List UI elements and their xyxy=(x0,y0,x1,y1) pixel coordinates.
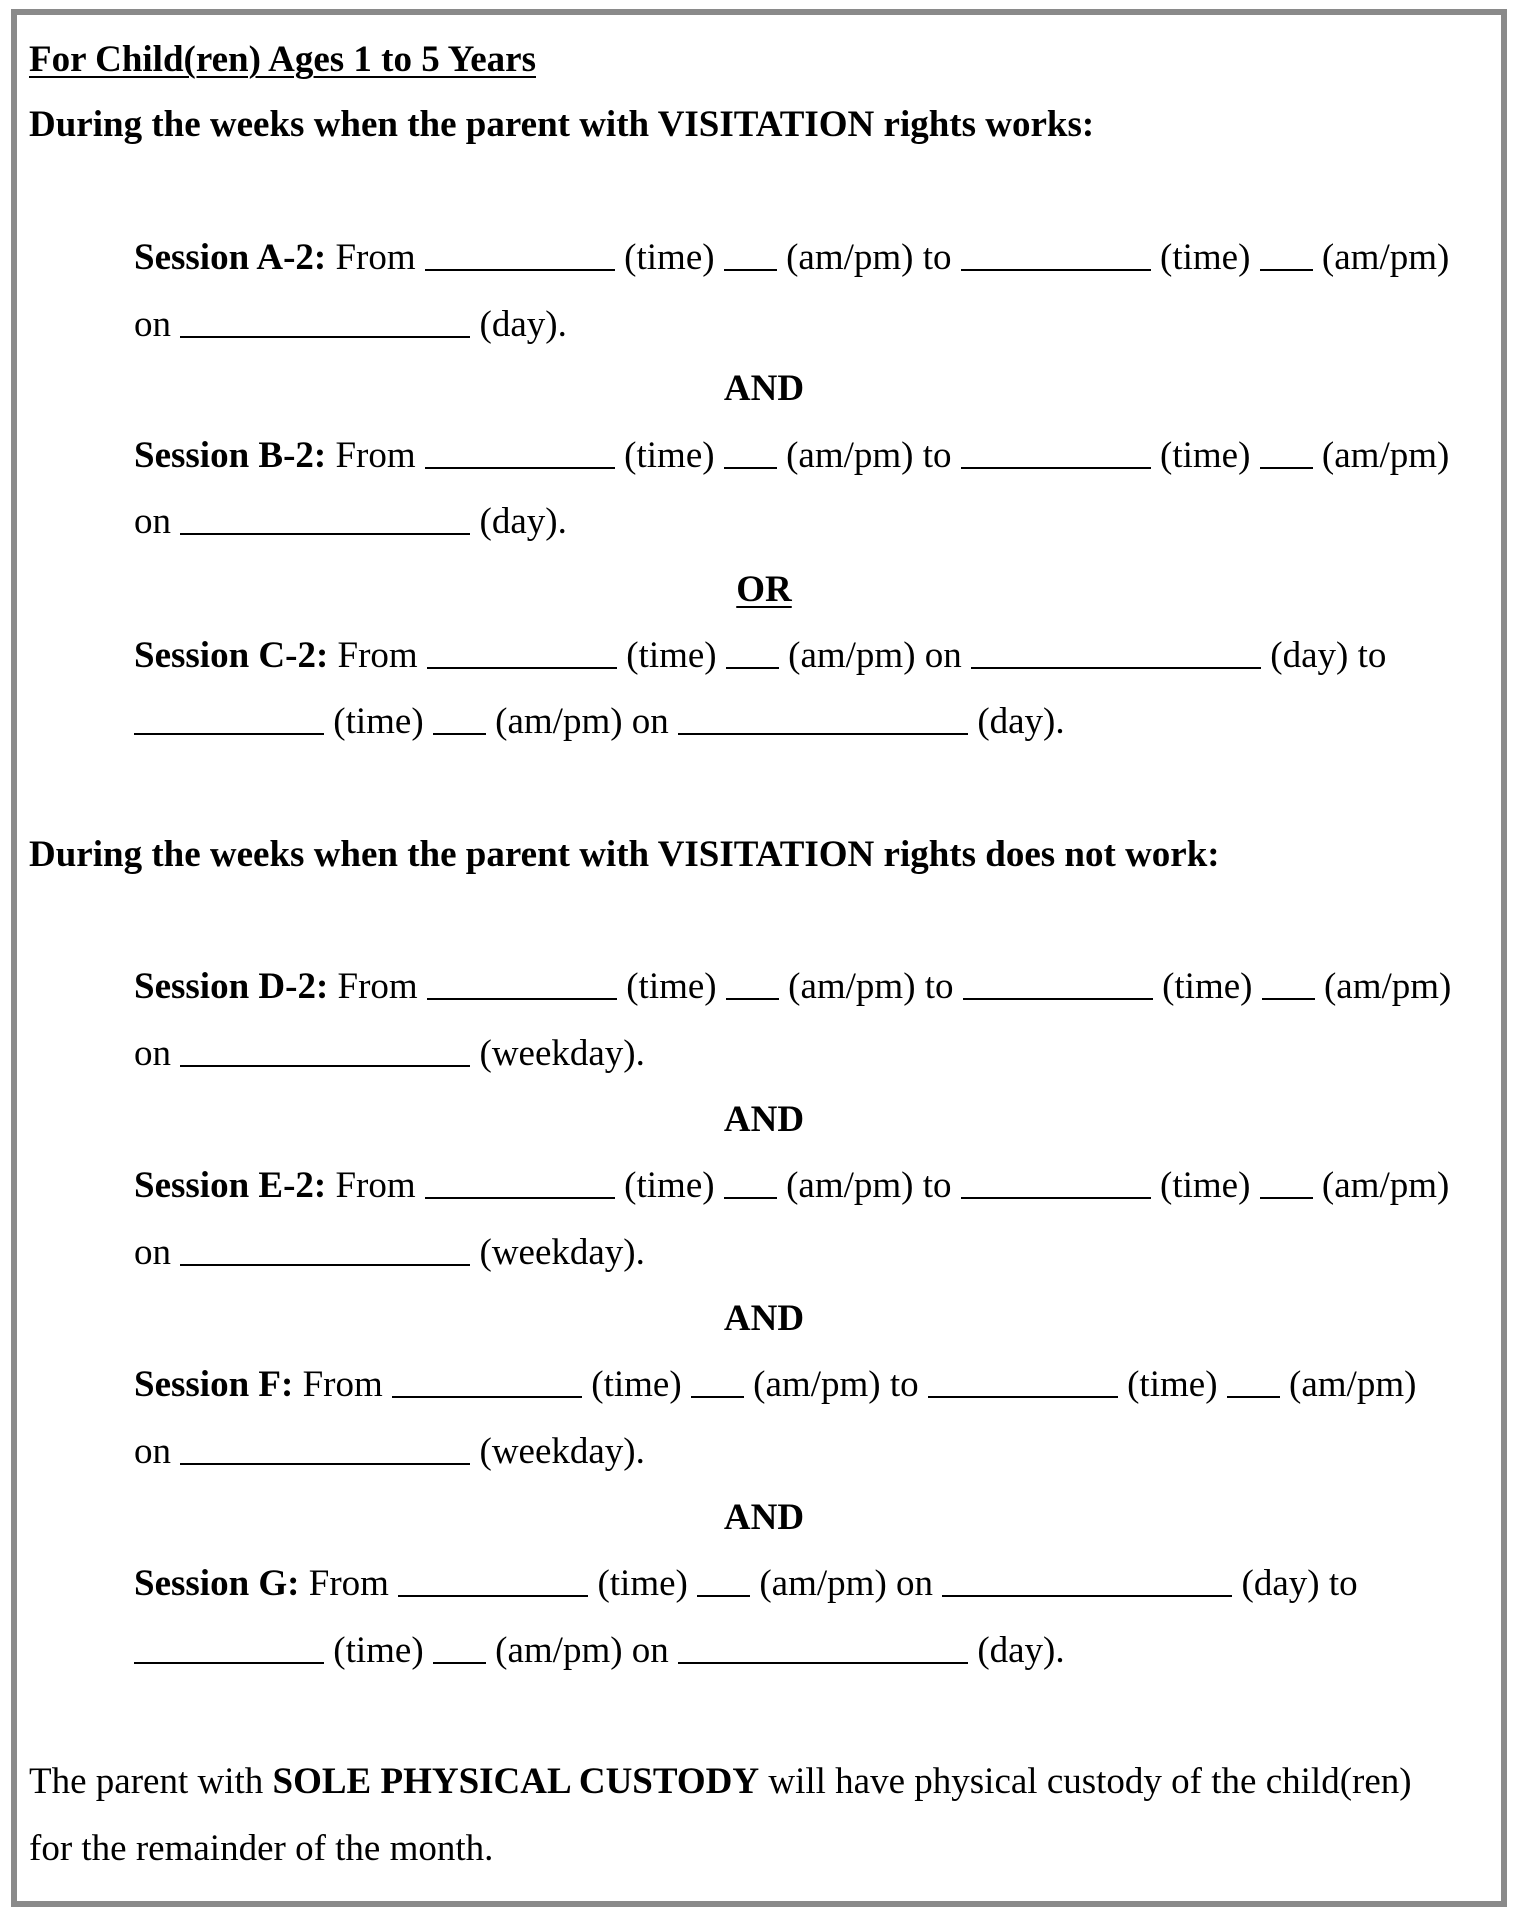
notwork-heading: During the weeks when the parent with VISITATION rights does not work: xyxy=(29,834,1220,875)
session-b2-end-time-field[interactable] xyxy=(961,466,1151,467)
session-c2-line1: Session C-2: From (time) (am/pm) on (day) to xyxy=(134,635,1387,676)
session-f-label: Session F: xyxy=(134,1364,294,1405)
section-heading: For Child(ren) Ages 1 to 5 Years xyxy=(29,39,536,80)
session-e2-weekday-field[interactable] xyxy=(180,1263,470,1264)
session-g-line1: Session G: From (time) (am/pm) on (day) to xyxy=(134,1563,1358,1604)
session-c2-end-time-field[interactable] xyxy=(134,732,324,733)
session-g-start-ampm-field[interactable] xyxy=(697,1594,750,1595)
session-d2-start-time-field[interactable] xyxy=(427,997,617,998)
session-f-end-ampm-field[interactable] xyxy=(1227,1395,1280,1396)
session-b2-line2: on (day). xyxy=(134,501,567,542)
works-heading: During the weeks when the parent with VISITATION rights works: xyxy=(29,104,1095,145)
session-g-start-day-field[interactable] xyxy=(942,1594,1232,1595)
conjunction-and: AND xyxy=(723,1497,805,1538)
session-a2-end-time-field[interactable] xyxy=(961,268,1151,269)
session-f-line1: Session F: From (time) (am/pm) to (time) (am/pm) xyxy=(134,1364,1417,1405)
session-c2-label: Session C-2: xyxy=(134,635,329,676)
session-c2-start-time-field[interactable] xyxy=(427,666,617,667)
session-e2-end-time-field[interactable] xyxy=(961,1196,1151,1197)
session-e2-start-ampm-field[interactable] xyxy=(724,1196,777,1197)
session-f-start-time-field[interactable] xyxy=(392,1395,582,1396)
session-a2-day-field[interactable] xyxy=(180,335,470,336)
session-c2-start-ampm-field[interactable] xyxy=(726,666,779,667)
session-a2-line1: Session A-2: From (time) (am/pm) to (time) (am/pm) xyxy=(134,237,1450,278)
session-d2-weekday-field[interactable] xyxy=(180,1064,470,1065)
session-a2-line2: on (day). xyxy=(134,304,567,345)
session-b2-start-ampm-field[interactable] xyxy=(724,466,777,467)
session-g-end-time-field[interactable] xyxy=(134,1661,324,1662)
session-c2-end-ampm-field[interactable] xyxy=(433,732,486,733)
session-d2-end-time-field[interactable] xyxy=(963,997,1153,998)
session-d2-line2: on (weekday). xyxy=(134,1033,645,1074)
session-f-start-ampm-field[interactable] xyxy=(691,1395,744,1396)
conjunction-or: OR xyxy=(736,569,792,610)
session-f-line2: on (weekday). xyxy=(134,1431,645,1472)
document-border xyxy=(11,9,1507,1907)
conjunction-and: AND xyxy=(723,1099,805,1140)
conjunction-and: AND xyxy=(723,1298,805,1339)
session-b2-label: Session B-2: xyxy=(134,435,327,476)
session-e2-label: Session E-2: xyxy=(134,1165,327,1206)
session-b2-day-field[interactable] xyxy=(180,532,470,533)
session-d2-line1: Session D-2: From (time) (am/pm) to (time) (am/pm) xyxy=(134,966,1452,1007)
session-b2-line1: Session B-2: From (time) (am/pm) to (time) (am/pm) xyxy=(134,435,1450,476)
session-g-start-time-field[interactable] xyxy=(398,1594,588,1595)
session-d2-start-ampm-field[interactable] xyxy=(726,997,779,998)
session-d2-end-ampm-field[interactable] xyxy=(1262,997,1315,998)
session-a2-end-ampm-field[interactable] xyxy=(1260,268,1313,269)
session-g-line2: (time) (am/pm) on (day). xyxy=(134,1629,1065,1673)
session-b2-start-time-field[interactable] xyxy=(425,466,615,467)
session-c2-line2: (time) (am/pm) on (day). xyxy=(134,700,1065,744)
session-a2-start-ampm-field[interactable] xyxy=(724,268,777,269)
session-a2-label: Session A-2: xyxy=(134,237,327,278)
session-g-end-ampm-field[interactable] xyxy=(433,1661,486,1662)
closing-line2: for the remainder of the month. xyxy=(29,1828,494,1869)
session-g-label: Session G: xyxy=(134,1563,300,1604)
session-g-end-day-field[interactable] xyxy=(678,1661,968,1662)
sole-custody-term: SOLE PHYSICAL CUSTODY xyxy=(272,1761,760,1802)
session-f-weekday-field[interactable] xyxy=(180,1462,470,1463)
closing-line1: The parent with SOLE PHYSICAL CUSTODY will have physical custody of the child(ren) xyxy=(29,1761,1412,1802)
session-e2-start-time-field[interactable] xyxy=(425,1196,615,1197)
session-e2-line2: on (weekday). xyxy=(134,1232,645,1273)
session-b2-end-ampm-field[interactable] xyxy=(1260,466,1313,467)
session-a2-start-time-field[interactable] xyxy=(425,268,615,269)
session-c2-end-day-field[interactable] xyxy=(678,732,968,733)
session-e2-line1: Session E-2: From (time) (am/pm) to (time) (am/pm) xyxy=(134,1165,1450,1206)
session-e2-end-ampm-field[interactable] xyxy=(1260,1196,1313,1197)
conjunction-and: AND xyxy=(723,368,805,409)
session-f-end-time-field[interactable] xyxy=(928,1395,1118,1396)
session-d2-label: Session D-2: xyxy=(134,966,329,1007)
session-c2-start-day-field[interactable] xyxy=(971,666,1261,667)
